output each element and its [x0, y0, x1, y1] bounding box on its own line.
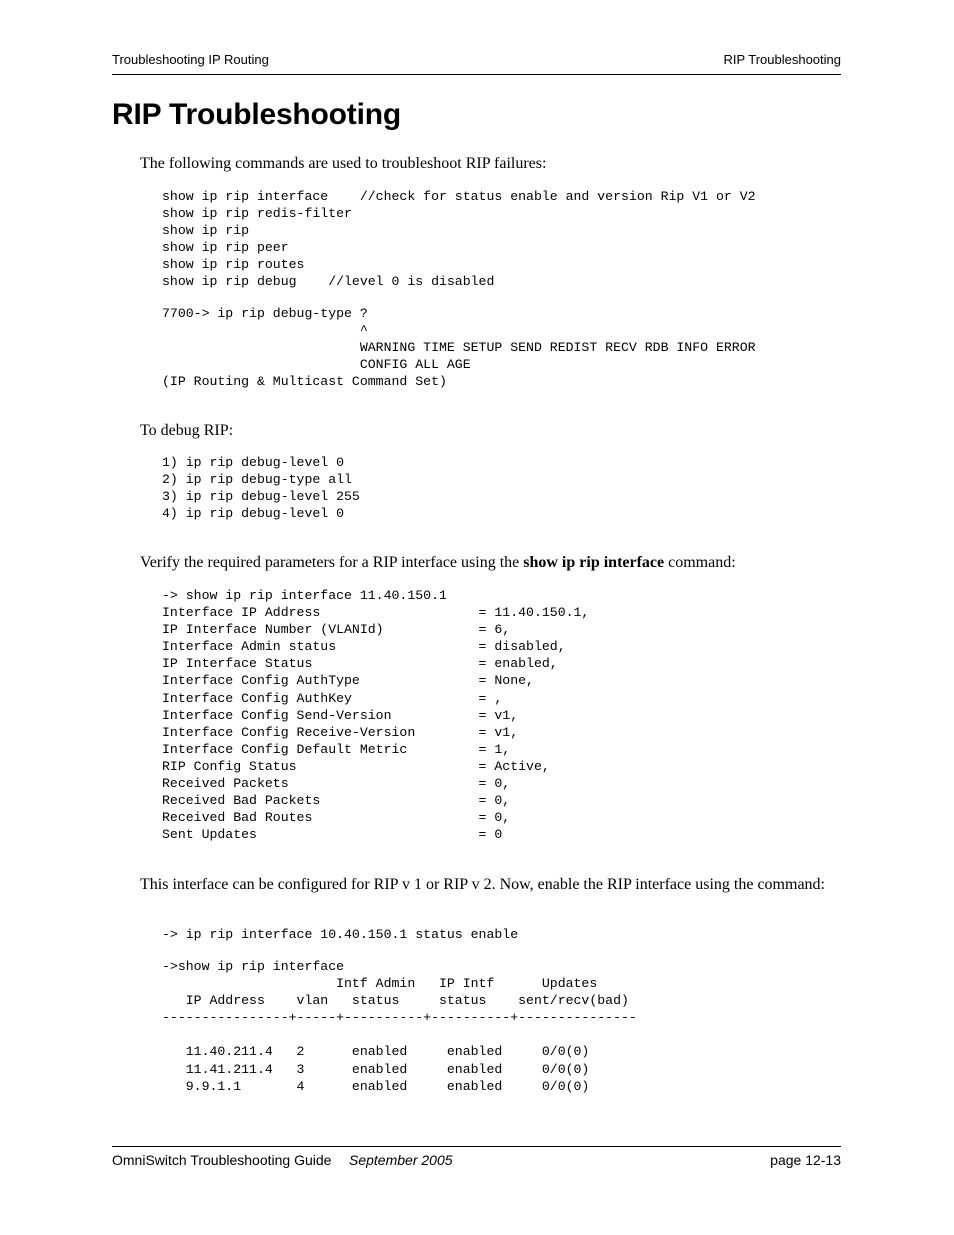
code-block-show-interface: -> show ip rip interface 11.40.150.1 Interface IP Address = 11.40.150.1, IP Interface Number (VLANId) = 6, Interface Admin status = disabled, IP Interface Status = enabled, Interface Config AuthType = None, Interface Config AuthKey = , Interface Config Send-Version = v1, Interface Config Receive-Version = v1, Interface Config Default Metric = 1, RIP Config Status = Active, Received Packets = 0, Received Bad Packets = 0, Received Bad Routes = 0, Sent Updates = 0: [162, 588, 590, 843]
enable-paragraph: This interface can be configured for RIP v 1 or RIP v 2. Now, enable the RIP interface using the command:: [140, 876, 825, 893]
code-block-interface-table: ->show ip rip interface Intf Admin IP Intf Updates IP Address vlan status status sent/recv(bad) ----------------+-----+----------+----------+--------------- 11.40.211.4 2 enabled enabled 0/0(0) 11.41.211.4 3 enabled enabled 0/0(0) 9.9.1.1 4 enabled enabled 0/0(0): [162, 959, 637, 1094]
code-block-enable: -> ip rip interface 10.40.150.1 status enable: [162, 927, 519, 942]
verify-paragraph: [140, 554, 830, 572]
page-footer: [112, 1146, 841, 1168]
header-chapter-title: Troubleshooting IP Routing: [112, 52, 269, 67]
header-section-title: RIP Troubleshooting: [723, 52, 841, 67]
code-block-debug-steps: 1) ip rip debug-level 0 2) ip rip debug-type all 3) ip rip debug-level 255 4) ip rip debug-level 0: [162, 455, 360, 522]
verify-text-before: Verify the required parameters for a RIP interface using the: [140, 554, 524, 571]
page-header: [112, 50, 841, 75]
verify-text-after: command:: [664, 554, 736, 571]
footer-page-number: page 12-13: [770, 1152, 841, 1168]
intro-paragraph: The following commands are used to troubleshoot RIP failures:: [140, 155, 547, 172]
verify-command: show ip rip interface: [523, 554, 665, 571]
page-title: RIP Troubleshooting: [112, 98, 401, 131]
footer-date: September 2005: [349, 1152, 453, 1168]
code-block-debug-type: 7700-> ip rip debug-type ? ^ WARNING TIME SETUP SEND REDIST RECV RDB INFO ERROR CONFIG ALL AGE (IP Routing & Multicast Command Set): [162, 306, 756, 390]
code-block-show-commands: show ip rip interface //check for status enable and version Rip V1 or V2 show ip rip redis-filter show ip rip show ip rip peer show ip rip routes show ip rip debug //level 0 is disabled: [162, 189, 756, 290]
debug-intro-paragraph: To debug RIP:: [140, 422, 234, 439]
footer-guide-title: OmniSwitch Troubleshooting Guide: [112, 1152, 332, 1168]
